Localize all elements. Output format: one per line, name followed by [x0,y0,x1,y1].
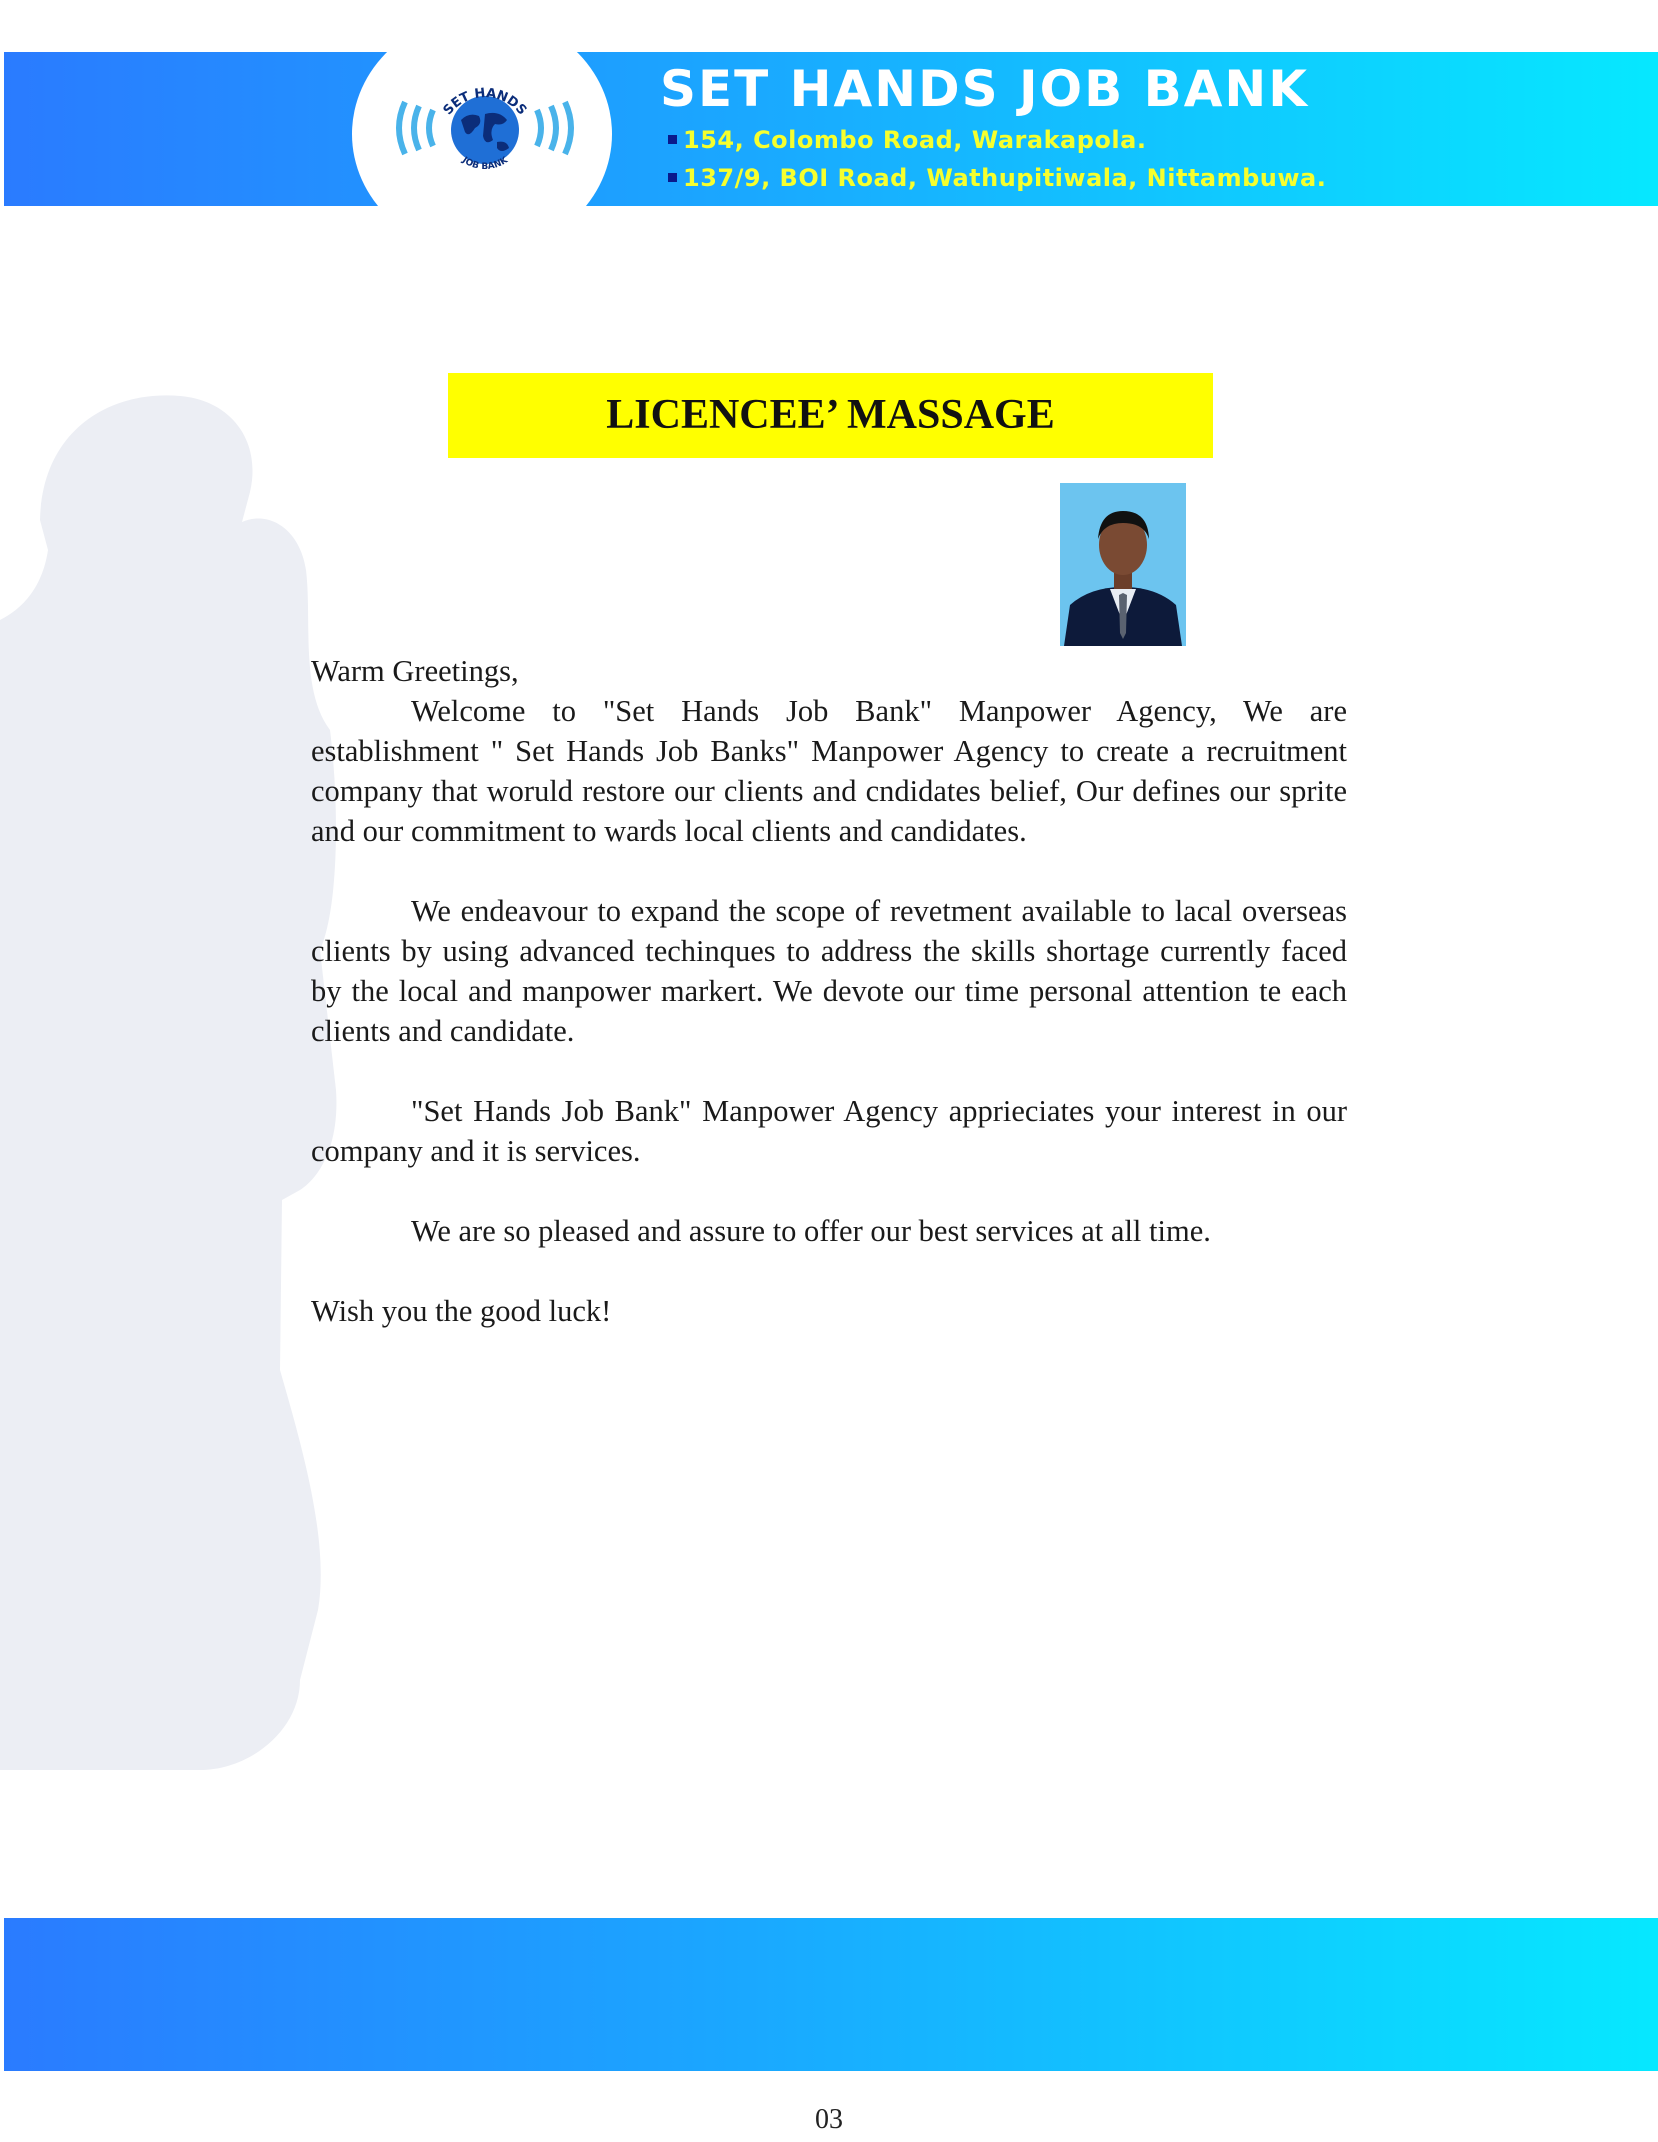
paragraph-2: We endeavour to expand the scope of revetment available to lacal overseas clients by using advanced techinques to address the skills shortage currently faced by the local and manpower markert. We devote our time personal attention te each clients and candidate. [311,894,1347,1048]
company-name: SET HANDS JOB BANK [660,60,1310,118]
paragraph-4: We are so pleased and assure to offer our best services at all time. [411,1214,1211,1248]
address-line-2 [668,164,1326,192]
greeting: Warm Greetings, [311,654,519,688]
licensee-portrait-icon [1060,483,1186,646]
globe-logo-icon [385,68,585,188]
logo-text-bottom: JOB BANK [460,155,510,173]
page-number: 03 [815,2104,843,2135]
address-line-1 [668,126,1146,154]
closing: Wish you the good luck! [311,1294,612,1328]
worker-silhouette-icon [0,390,350,1770]
address-1-text: 154, Colombo Road, Warakapola. [683,126,1147,154]
bullet-icon [668,135,677,144]
footer-band [4,1918,1658,2071]
paragraph-1: Welcome to "Set Hands Job Bank" Manpower Agency, We are establishment " Set Hands Job Banks" Manpower Agency to create a recruitment company that woruld restore our clients and cndidates belief, Our defines our sprite and our commitment to wards local clients and candidates. [311,694,1347,848]
bullet-icon [668,173,677,182]
letter-body [311,651,1347,1331]
logo-text-top: SET HANDS [440,85,530,119]
page-title: LICENCEE’ MASSAGE [448,373,1213,458]
address-2-text: 137/9, BOI Road, Wathupitiwala, Nittambuwa. [683,164,1327,192]
paragraph-3: "Set Hands Job Bank" Manpower Agency apprieciates your interest in our company and it is services. [311,1094,1347,1168]
